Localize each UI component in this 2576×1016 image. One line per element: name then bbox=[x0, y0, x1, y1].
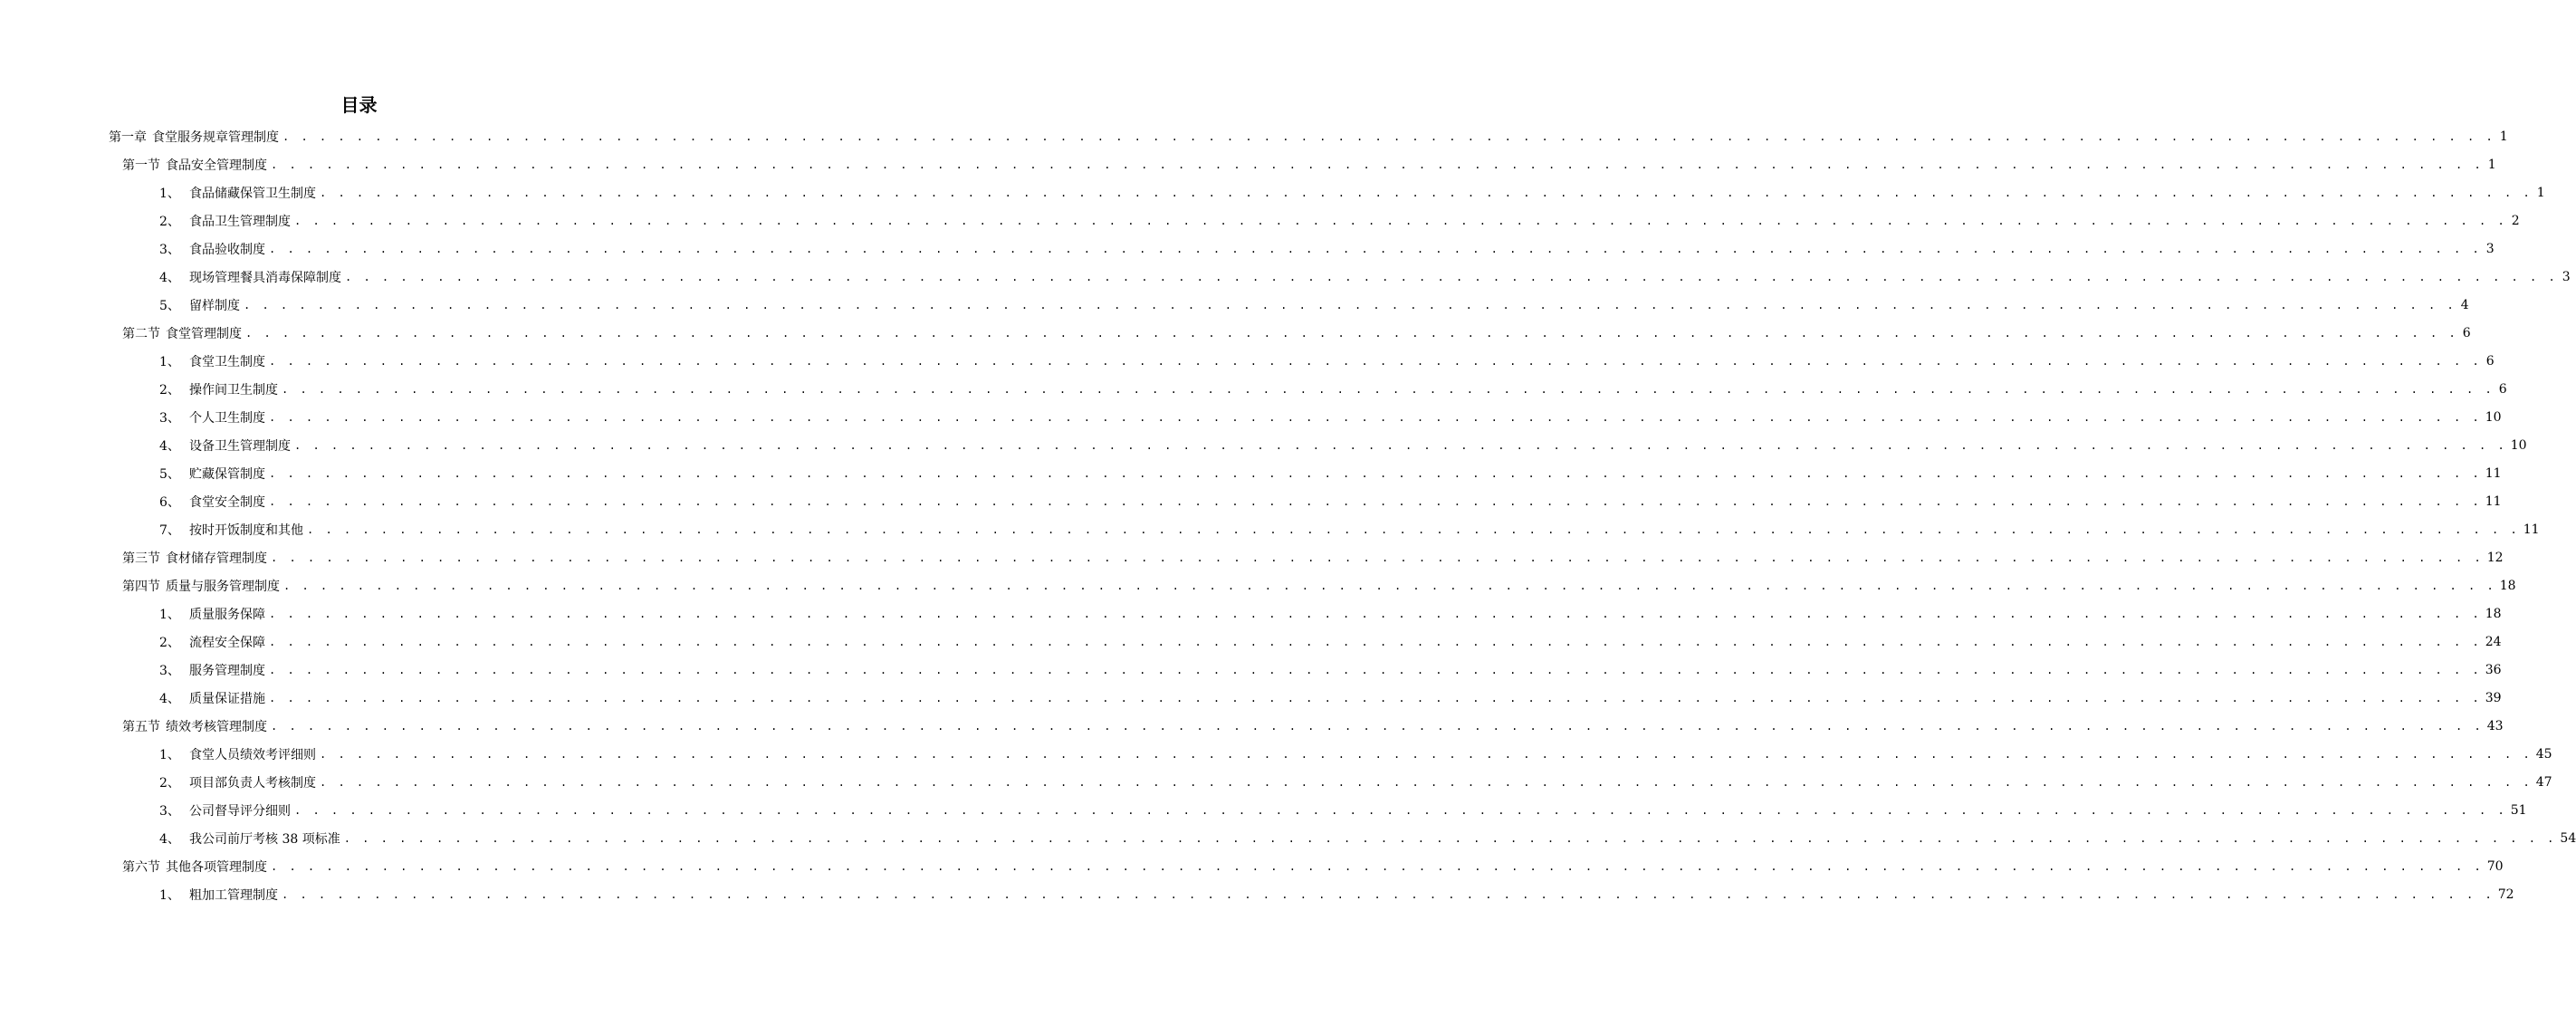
toc-entry-number: 2、 bbox=[159, 382, 180, 398]
toc-entry-page-number: 47 bbox=[2535, 774, 2552, 790]
toc-entry-label bbox=[189, 633, 265, 651]
toc-dot-leader: . . . . . . . . . . . . . . . . . . . . . . . . . . . . . . . . . . . . . . . . . . . . . . . . . . . . . . . . . . . . . . . . . . . . . . . . . . . . . . . . . . . . . . . . . . . . . . . . . . . . . . . . . . . . . . . . . . . . . . . . bbox=[320, 775, 2533, 789]
toc-entry-text: 操作间卫生制度 bbox=[189, 382, 278, 398]
toc-entry-page-number: 1 bbox=[2487, 157, 2496, 172]
toc-entry[interactable] bbox=[122, 571, 2516, 599]
toc-entry-text: 流程安全保障 bbox=[189, 635, 265, 650]
toc-entry-page-number: 10 bbox=[2510, 437, 2527, 453]
toc-entry-page-number: 11 bbox=[2485, 465, 2502, 481]
toc-entry-page-number: 4 bbox=[2460, 297, 2469, 312]
toc-entry-label bbox=[189, 240, 265, 258]
toc-entry-text: 食堂管理制度 bbox=[166, 326, 242, 341]
toc-entry-label bbox=[189, 465, 265, 483]
toc-entry-page-number: 6 bbox=[2485, 353, 2495, 369]
toc-entry-prefix: 第一节 bbox=[122, 158, 160, 173]
toc-entry-label bbox=[189, 184, 316, 202]
toc-entry-number: 1、 bbox=[159, 354, 180, 369]
toc-entry-text: 质量与服务管理制度 bbox=[166, 579, 280, 594]
toc-entry-prefix: 第三节 bbox=[122, 551, 160, 566]
toc-entry-number: 3、 bbox=[159, 663, 180, 678]
toc-entry-number: 3、 bbox=[159, 410, 180, 426]
toc-entry-label bbox=[189, 773, 316, 791]
toc-entry-page-number: 2 bbox=[2511, 213, 2520, 228]
toc-entry[interactable] bbox=[159, 824, 2576, 852]
toc-entry[interactable] bbox=[122, 543, 2504, 571]
toc-entry-text: 质量保证措施 bbox=[189, 691, 265, 706]
toc-entry[interactable] bbox=[159, 291, 2469, 319]
toc-entry-number: 7、 bbox=[159, 522, 180, 538]
toc-entry[interactable] bbox=[159, 235, 2495, 263]
toc-entry-text: 我公司前厅考核 38 项标准 bbox=[189, 831, 340, 847]
toc-entry-label bbox=[189, 661, 265, 679]
toc-entry-prefix: 第五节 bbox=[122, 719, 160, 734]
toc-entry-label bbox=[189, 380, 278, 398]
toc-entry-number: 3、 bbox=[159, 242, 180, 257]
toc-dot-leader: . . . . . . . . . . . . . . . . . . . . . . . . . . . . . . . . . . . . . . . . . . . . . . . . . . . . . . . . . . . . . . . . . . . . . . . . . . . . . . . . . . . . . . . . . . . . . . . . . . . . . . . . . . . . . . . . . . . . . . . . bbox=[294, 803, 2507, 817]
toc-entry-text: 公司督导评分细则 bbox=[189, 803, 291, 819]
toc-entry-label bbox=[189, 212, 291, 230]
toc-entry-text: 个人卫生制度 bbox=[189, 410, 265, 426]
toc-entry-label bbox=[189, 352, 265, 370]
toc-entry[interactable] bbox=[159, 375, 2507, 403]
toc-dot-leader: . . . . . . . . . . . . . . . . . . . . . . . . . . . . . . . . . . . . . . . . . . . . . . . . . . . . . . . . . . . . . . . . . . . . . . . . . . . . . . . . . . . . . . . . . . . . . . . . . . . . . . . . . . . . . . . . . . . . . . . . bbox=[282, 887, 2495, 901]
toc-entry-page-number: 6 bbox=[2498, 381, 2507, 397]
toc-entry-label bbox=[189, 745, 316, 763]
toc-entry-page-number: 12 bbox=[2486, 550, 2504, 565]
toc-dot-leader: . . . . . . . . . . . . . . . . . . . . . . . . . . . . . . . . . . . . . . . . . . . . . . . . . . . . . . . . . . . . . . . . . . . . . . . . . . . . . . . . . . . . . . . . . . . . . . . . . . . . . . . . . . . . . . . . . . . . . . . . bbox=[269, 691, 2482, 704]
toc-entry-number: 1、 bbox=[159, 186, 180, 201]
toc-dot-leader: . . . . . . . . . . . . . . . . . . . . . . . . . . . . . . . . . . . . . . . . . . . . . . . . . . . . . . . . . . . . . . . . . . . . . . . . . . . . . . . . . . . . . . . . . . . . . . . . . . . . . . . . . . . . . . . . . . . . . . . . bbox=[245, 326, 2458, 340]
toc-dot-leader: . . . . . . . . . . . . . . . . . . . . . . . . . . . . . . . . . . . . . . . . . . . . . . . . . . . . . . . . . . . . . . . . . . . . . . . . . . . . . . . . . . . . . . . . . . . . . . . . . . . . . . . . . . . . . . . . . . . . . . . . bbox=[320, 747, 2533, 761]
toc-entry-number: 2、 bbox=[159, 635, 180, 650]
toc-entry-text: 食堂卫生制度 bbox=[189, 354, 265, 369]
toc-entry-text: 食品卫生管理制度 bbox=[189, 214, 291, 229]
toc-entry[interactable] bbox=[122, 712, 2504, 740]
toc-entry-label bbox=[189, 268, 341, 286]
toc-dot-leader: . . . . . . . . . . . . . . . . . . . . . . . . . . . . . . . . . . . . . . . . . . . . . . . . . . . . . . . . . . . . . . . . . . . . . . . . . . . . . . . . . . . . . . . . . . . . . . . . . . . . . . . . . . . . . . . . . . . . . . . . bbox=[282, 382, 2495, 396]
toc-entry-label bbox=[189, 408, 265, 427]
toc-entry[interactable] bbox=[159, 768, 2552, 796]
toc-dot-leader: . . . . . . . . . . . . . . . . . . . . . . . . . . . . . . . . . . . . . . . . . . . . . . . . . . . . . . . . . . . . . . . . . . . . . . . . . . . . . . . . . . . . . . . . . . . . . . . . . . . . . . . . . . . . . . . . . . . . . . . . bbox=[307, 522, 2520, 536]
toc-entry-label bbox=[122, 549, 267, 567]
toc-entry-text: 粗加工管理制度 bbox=[189, 887, 278, 903]
toc-dot-leader: . . . . . . . . . . . . . . . . . . . . . . . . . . . . . . . . . . . . . . . . . . . . . . . . . . . . . . . . . . . . . . . . . . . . . . . . . . . . . . . . . . . . . . . . . . . . . . . . . . . . . . . . . . . . . . . . . . . . . . . . bbox=[269, 354, 2482, 368]
toc-entry-text: 食品安全管理制度 bbox=[166, 158, 267, 173]
toc-entry-text: 留样制度 bbox=[189, 298, 240, 313]
toc-entry-number: 5、 bbox=[159, 466, 180, 482]
toc-dot-leader: . . . . . . . . . . . . . . . . . . . . . . . . . . . . . . . . . . . . . . . . . . . . . . . . . . . . . . . . . . . . . . . . . . . . . . . . . . . . . . . . . . . . . . . . . . . . . . . . . . . . . . . . . . . . . . . . . . . . . . . . bbox=[271, 158, 2484, 171]
toc-entry-number: 1、 bbox=[159, 747, 180, 762]
toc-entry[interactable] bbox=[159, 263, 2571, 291]
toc-entry-page-number: 39 bbox=[2485, 690, 2502, 705]
toc-dot-leader: . . . . . . . . . . . . . . . . . . . . . . . . . . . . . . . . . . . . . . . . . . . . . . . . . . . . . . . . . . . . . . . . . . . . . . . . . . . . . . . . . . . . . . . . . . . . . . . . . . . . . . . . . . . . . . . . . . . . . . . . bbox=[269, 242, 2482, 255]
toc-entry-label bbox=[189, 689, 265, 707]
toc-dot-leader: . . . . . . . . . . . . . . . . . . . . . . . . . . . . . . . . . . . . . . . . . . . . . . . . . . . . . . . . . . . . . . . . . . . . . . . . . . . . . . . . . . . . . . . . . . . . . . . . . . . . . . . . . . . . . . . . . . . . . . . . bbox=[271, 551, 2484, 564]
toc-entry-prefix: 第四节 bbox=[122, 579, 160, 594]
toc-entry-text: 质量服务保障 bbox=[189, 607, 265, 622]
toc-dot-leader: . . . . . . . . . . . . . . . . . . . . . . . . . . . . . . . . . . . . . . . . . . . . . . . . . . . . . . . . . . . . . . . . . . . . . . . . . . . . . . . . . . . . . . . . . . . . . . . . . . . . . . . . . . . . . . . . . . . . . . . . bbox=[269, 663, 2482, 676]
toc-entry-number: 1、 bbox=[159, 607, 180, 622]
toc-entry-label bbox=[122, 858, 267, 876]
toc-entry[interactable] bbox=[159, 347, 2495, 375]
toc-entry[interactable] bbox=[122, 150, 2496, 178]
toc-entry-label bbox=[189, 886, 278, 904]
toc-entry-label bbox=[189, 829, 340, 848]
toc-entry-page-number: 54 bbox=[2560, 830, 2576, 846]
toc-entry-text: 食堂人员绩效考评细则 bbox=[189, 747, 316, 762]
toc-entry-label bbox=[122, 577, 280, 595]
toc-dot-leader: . . . . . . . . . . . . . . . . . . . . . . . . . . . . . . . . . . . . . . . . . . . . . . . . . . . . . . . . . . . . . . . . . . . . . . . . . . . . . . . . . . . . . . . . . . . . . . . . . . . . . . . . . . . . . . . . . . . . . . . . bbox=[244, 298, 2456, 312]
toc-dot-leader: . . . . . . . . . . . . . . . . . . . . . . . . . . . . . . . . . . . . . . . . . . . . . . . . . . . . . . . . . . . . . . . . . . . . . . . . . . . . . . . . . . . . . . . . . . . . . . . . . . . . . . . . . . . . . . . . . . . . . . . . bbox=[282, 129, 2495, 143]
toc-entry[interactable] bbox=[159, 684, 2502, 712]
toc-entry-page-number: 43 bbox=[2486, 718, 2504, 733]
toc-entry[interactable] bbox=[159, 880, 2514, 908]
toc-entry-label bbox=[189, 521, 303, 539]
toc-entry-text: 贮藏保管制度 bbox=[189, 466, 265, 482]
toc-entry-page-number: 18 bbox=[2499, 578, 2516, 593]
toc-dot-leader: . . . . . . . . . . . . . . . . . . . . . . . . . . . . . . . . . . . . . . . . . . . . . . . . . . . . . . . . . . . . . . . . . . . . . . . . . . . . . . . . . . . . . . . . . . . . . . . . . . . . . . . . . . . . . . . . . . . . . . . . bbox=[271, 859, 2484, 873]
toc-dot-leader: . . . . . . . . . . . . . . . . . . . . . . . . . . . . . . . . . . . . . . . . . . . . . . . . . . . . . . . . . . . . . . . . . . . . . . . . . . . . . . . . . . . . . . . . . . . . . . . . . . . . . . . . . . . . . . . . . . . . . . . . bbox=[294, 438, 2507, 452]
toc-entry-number: 1、 bbox=[159, 887, 180, 903]
toc-dot-leader: . . . . . . . . . . . . . . . . . . . . . . . . . . . . . . . . . . . . . . . . . . . . . . . . . . . . . . . . . . . . . . . . . . . . . . . . . . . . . . . . . . . . . . . . . . . . . . . . . . . . . . . . . . . . . . . . . . . . . . . . bbox=[345, 270, 2558, 283]
toc-entry[interactable] bbox=[122, 319, 2471, 347]
toc-entry-number: 2、 bbox=[159, 775, 180, 791]
toc-entry-text: 绩效考核管理制度 bbox=[166, 719, 267, 734]
toc-entry[interactable] bbox=[159, 431, 2527, 459]
toc-entry-number: 4、 bbox=[159, 831, 180, 847]
toc-entry[interactable] bbox=[109, 122, 2508, 150]
toc-title: 目录 bbox=[340, 94, 378, 116]
toc-entry[interactable] bbox=[122, 852, 2504, 880]
toc-entry-label bbox=[122, 717, 267, 735]
toc-entry-number: 3、 bbox=[159, 803, 180, 819]
toc-entry[interactable] bbox=[159, 656, 2502, 684]
toc-entry-prefix: 第一章 bbox=[109, 129, 147, 145]
toc-entry-prefix: 第六节 bbox=[122, 859, 160, 875]
toc-entry-page-number: 3 bbox=[2562, 269, 2571, 284]
toc-entry-text: 现场管理餐具消毒保障制度 bbox=[189, 270, 341, 285]
toc-entry-page-number: 1 bbox=[2536, 185, 2545, 200]
toc-dot-leader: . . . . . . . . . . . . . . . . . . . . . . . . . . . . . . . . . . . . . . . . . . . . . . . . . . . . . . . . . . . . . . . . . . . . . . . . . . . . . . . . . . . . . . . . . . . . . . . . . . . . . . . . . . . . . . . . . . . . . . . . bbox=[269, 635, 2482, 648]
toc-entry[interactable] bbox=[159, 599, 2502, 628]
toc-dot-leader: . . . . . . . . . . . . . . . . . . . . . . . . . . . . . . . . . . . . . . . . . . . . . . . . . . . . . . . . . . . . . . . . . . . . . . . . . . . . . . . . . . . . . . . . . . . . . . . . . . . . . . . . . . . . . . . . . . . . . . . . bbox=[269, 607, 2482, 620]
toc-entry-text: 食材储存管理制度 bbox=[166, 551, 267, 566]
toc-entry-page-number: 11 bbox=[2523, 522, 2540, 537]
toc-dot-leader: . . . . . . . . . . . . . . . . . . . . . . . . . . . . . . . . . . . . . . . . . . . . . . . . . . . . . . . . . . . . . . . . . . . . . . . . . . . . . . . . . . . . . . . . . . . . . . . . . . . . . . . . . . . . . . . . . . . . . . . . bbox=[269, 494, 2482, 508]
toc-dot-leader: . . . . . . . . . . . . . . . . . . . . . . . . . . . . . . . . . . . . . . . . . . . . . . . . . . . . . . . . . . . . . . . . . . . . . . . . . . . . . . . . . . . . . . . . . . . . . . . . . . . . . . . . . . . . . . . . . . . . . . . . bbox=[320, 186, 2533, 199]
toc-entry[interactable] bbox=[159, 403, 2502, 431]
toc-entry-page-number: 70 bbox=[2486, 858, 2504, 874]
toc-entry-label bbox=[189, 436, 291, 455]
toc-entry-text: 设备卫生管理制度 bbox=[189, 438, 291, 454]
toc-entry[interactable] bbox=[159, 178, 2545, 206]
toc-entry[interactable] bbox=[159, 206, 2520, 235]
toc-entry-text: 项目部负责人考核制度 bbox=[189, 775, 316, 791]
toc-dot-leader: . . . . . . . . . . . . . . . . . . . . . . . . . . . . . . . . . . . . . . . . . . . . . . . . . . . . . . . . . . . . . . . . . . . . . . . . . . . . . . . . . . . . . . . . . . . . . . . . . . . . . . . . . . . . . . . . . . . . . . . . bbox=[269, 410, 2482, 424]
toc-entry-text: 其他各项管理制度 bbox=[166, 859, 267, 875]
toc-entry-number: 4、 bbox=[159, 270, 180, 285]
toc-entry[interactable] bbox=[159, 487, 2502, 515]
toc-dot-leader: . . . . . . . . . . . . . . . . . . . . . . . . . . . . . . . . . . . . . . . . . . . . . . . . . . . . . . . . . . . . . . . . . . . . . . . . . . . . . . . . . . . . . . . . . . . . . . . . . . . . . . . . . . . . . . . . . . . . . . . . bbox=[294, 214, 2507, 227]
toc-entry-label bbox=[189, 801, 291, 820]
toc-entry-prefix: 第二节 bbox=[122, 326, 160, 341]
toc-entry-text: 按时开饭制度和其他 bbox=[189, 522, 303, 538]
toc-entry-page-number: 36 bbox=[2485, 662, 2502, 677]
toc-entry-number: 4、 bbox=[159, 691, 180, 706]
toc-entry-text: 食堂安全制度 bbox=[189, 494, 265, 510]
toc-entry-page-number: 18 bbox=[2485, 606, 2502, 621]
toc-entry-text: 服务管理制度 bbox=[189, 663, 265, 678]
toc-entry[interactable] bbox=[159, 796, 2527, 824]
toc-entry[interactable] bbox=[159, 740, 2552, 768]
toc-entry[interactable] bbox=[159, 515, 2540, 543]
toc-entry[interactable] bbox=[159, 628, 2502, 656]
toc-entry-label bbox=[122, 324, 242, 342]
toc-entry[interactable] bbox=[159, 459, 2502, 487]
toc-entry-label bbox=[189, 296, 240, 314]
toc-dot-leader: . . . . . . . . . . . . . . . . . . . . . . . . . . . . . . . . . . . . . . . . . . . . . . . . . . . . . . . . . . . . . . . . . . . . . . . . . . . . . . . . . . . . . . . . . . . . . . . . . . . . . . . . . . . . . . . . . . . . . . . . bbox=[283, 579, 2496, 592]
toc-entry-page-number: 10 bbox=[2485, 409, 2502, 425]
toc-dot-leader: . . . . . . . . . . . . . . . . . . . . . . . . . . . . . . . . . . . . . . . . . . . . . . . . . . . . . . . . . . . . . . . . . . . . . . . . . . . . . . . . . . . . . . . . . . . . . . . . . . . . . . . . . . . . . . . . . . . . . . . . bbox=[271, 719, 2484, 733]
toc-entry-label bbox=[189, 493, 265, 511]
toc-entry-text: 食品储藏保管卫生制度 bbox=[189, 186, 316, 201]
toc-dot-leader: . . . . . . . . . . . . . . . . . . . . . . . . . . . . . . . . . . . . . . . . . . . . . . . . . . . . . . . . . . . . . . . . . . . . . . . . . . . . . . . . . . . . . . . . . . . . . . . . . . . . . . . . . . . . . . . . . . . . . . . . bbox=[343, 831, 2557, 845]
toc-entry-number: 4、 bbox=[159, 438, 180, 454]
toc-dot-leader: . . . . . . . . . . . . . . . . . . . . . . . . . . . . . . . . . . . . . . . . . . . . . . . . . . . . . . . . . . . . . . . . . . . . . . . . . . . . . . . . . . . . . . . . . . . . . . . . . . . . . . . . . . . . . . . . . . . . . . . . bbox=[269, 466, 2482, 480]
toc-entry-text: 食堂服务规章管理制度 bbox=[152, 129, 279, 145]
toc-entry-page-number: 24 bbox=[2485, 634, 2502, 649]
toc-entry-page-number: 11 bbox=[2485, 494, 2502, 509]
toc-entry-label bbox=[109, 128, 279, 146]
toc-entry-number: 5、 bbox=[159, 298, 180, 313]
toc-entry-page-number: 3 bbox=[2485, 241, 2495, 256]
toc-entry-page-number: 72 bbox=[2497, 887, 2514, 902]
toc-entry-page-number: 45 bbox=[2535, 746, 2552, 762]
toc-entry-page-number: 51 bbox=[2510, 802, 2527, 818]
toc-entry-page-number: 6 bbox=[2462, 325, 2471, 340]
toc-entry-label bbox=[189, 605, 265, 623]
toc-entry-text: 食品验收制度 bbox=[189, 242, 265, 257]
toc-entry-number: 2、 bbox=[159, 214, 180, 229]
toc-entry-number: 6、 bbox=[159, 494, 180, 510]
toc-entry-label bbox=[122, 156, 267, 174]
toc-entry-page-number: 1 bbox=[2499, 129, 2508, 144]
